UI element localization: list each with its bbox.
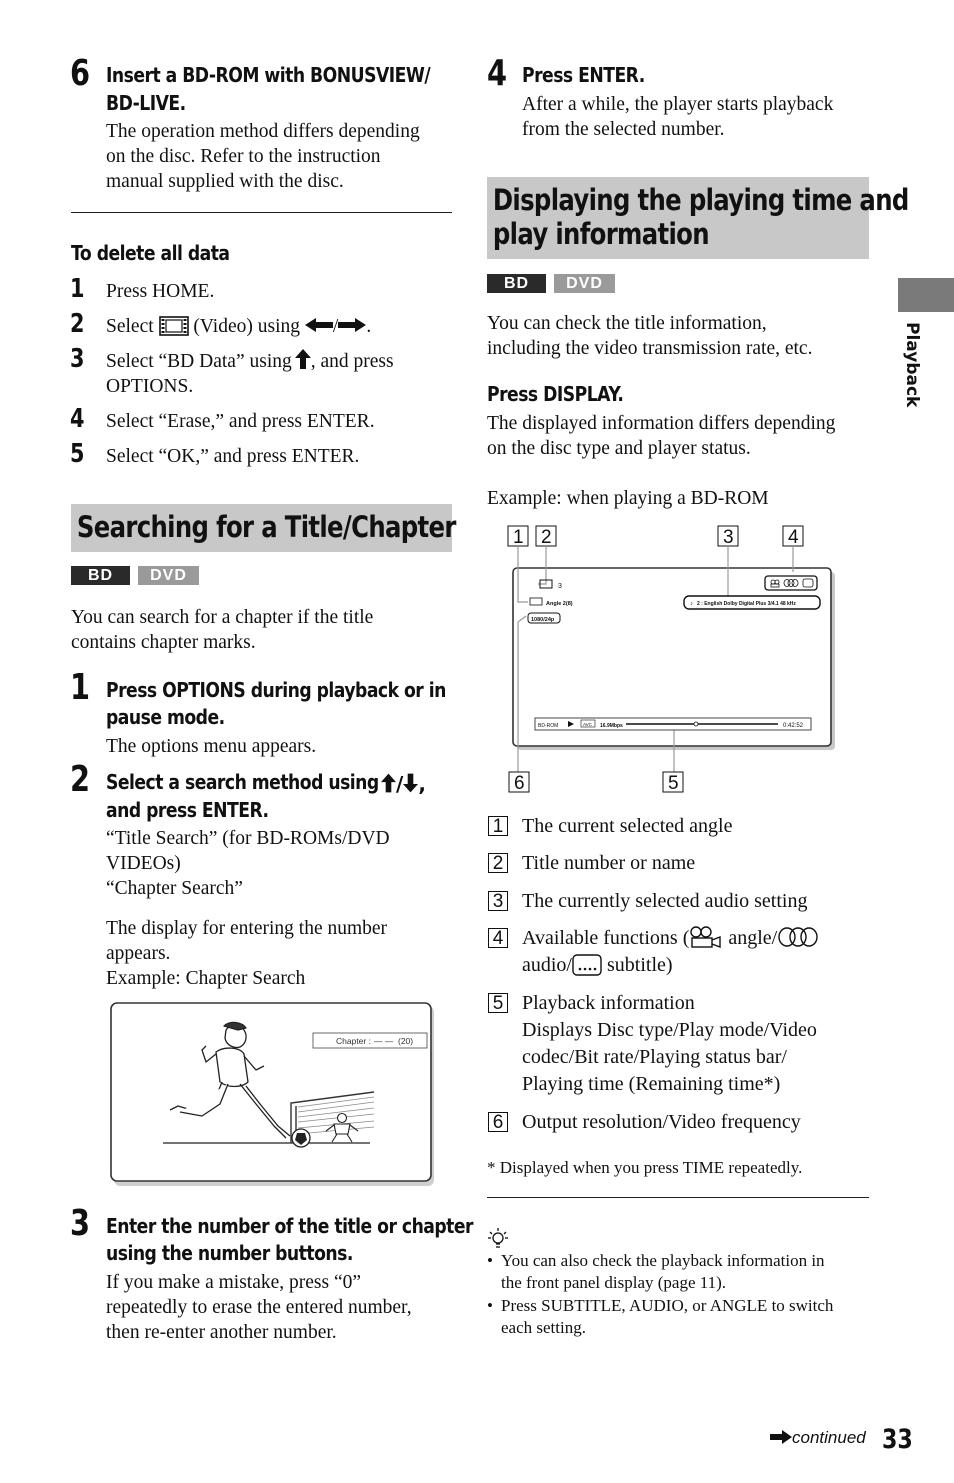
step-number: 4 — [487, 53, 508, 94]
svg-text:6: 6 — [514, 773, 525, 794]
display-info-illustration — [500, 520, 846, 798]
example-caption: Example: when playing a BD-ROM — [487, 488, 769, 509]
svg-text:♪: ♪ — [690, 601, 693, 607]
legend-item: 6 Output resolution/Video frequency — [488, 1109, 868, 1137]
svg-text:(20): (20) — [398, 1036, 414, 1046]
svg-text:AVC: AVC — [583, 722, 592, 727]
step-title: Insert a BD-ROM with BONUSVIEW/ — [106, 63, 431, 87]
page-number: 33 — [882, 1424, 913, 1455]
legend-item: 2 Title number or name — [488, 850, 868, 878]
hint-bulb-icon — [487, 1226, 509, 1250]
step-body: “Title Search” (for BD-ROMs/DVD VIDEOs) “Chapter Search” — [106, 828, 390, 899]
svg-text:Angle 2(8): Angle 2(8) — [546, 601, 573, 607]
svg-text:BD-ROM: BD-ROM — [538, 723, 559, 729]
step-title: Select a search method using — [106, 770, 379, 794]
right-arrow-icon — [338, 318, 366, 332]
down-arrow-icon — [403, 773, 418, 793]
step-number: 5 — [70, 439, 85, 469]
footnote: * Displayed when you press TIME repeatedly. — [487, 1158, 803, 1177]
svg-text:1: 1 — [513, 527, 524, 548]
section-intro: You can check the title information, including the video transmission rate, etc. — [487, 313, 813, 359]
left-arrow-icon — [305, 318, 333, 332]
step-text: Select “Erase,” and press ENTER. — [106, 411, 375, 432]
section-intro: You can search for a chapter if the title contains chapter marks. — [71, 607, 374, 653]
step-title: Enter the number of the title or chapter — [106, 1214, 474, 1238]
step-title: pause mode. — [106, 705, 225, 729]
audio-icon — [777, 926, 819, 948]
step-number: 4 — [70, 404, 85, 434]
legend-item: 1 The current selected angle — [488, 813, 868, 841]
svg-text:1080/24p: 1080/24p — [531, 617, 555, 623]
angle-icon — [689, 926, 723, 948]
step-title: Press ENTER. — [522, 63, 645, 87]
legend-item: 5 Playback information Displays Disc type/Play mode/Video codec/Bit rate/Playing status bar/ Playing time (Remaining time*) — [488, 990, 868, 1100]
step-text: Select “OK,” and press ENTER. — [106, 446, 360, 467]
dvd-badge: DVD — [138, 566, 199, 585]
chapter-search-illustration — [108, 1000, 436, 1188]
up-arrow-icon — [381, 773, 396, 793]
step-text: Select (Video) using / . — [106, 316, 372, 337]
dvd-badge: DVD — [554, 274, 615, 293]
svg-text:2: 2 — [541, 527, 552, 548]
step-number: 1 — [70, 274, 85, 304]
step-title: BD-LIVE. — [106, 91, 186, 115]
step-number: 1 — [70, 667, 91, 708]
step-body: If you make a mistake, press “0” repeatedly to erase the entered number, then re-enter another number. — [106, 1272, 412, 1343]
divider — [487, 1197, 869, 1198]
sub-body: The displayed information differs depending on the disc type and player status. — [487, 413, 836, 459]
svg-text:0:42:52: 0:42:52 — [783, 723, 804, 729]
chapter-tab — [898, 278, 954, 312]
svg-text:3: 3 — [558, 583, 562, 590]
svg-text:16.9Mbps: 16.9Mbps — [600, 723, 623, 729]
step-title: and press ENTER. — [106, 798, 269, 822]
step-number: 6 — [70, 53, 91, 94]
subtitle-icon — [572, 954, 602, 976]
step-body: The operation method differs depending on the disc. Refer to the instruction manual supplied with the disc. — [106, 121, 420, 192]
legend-item: 4 Available functions ( angle/ audio/ subtitle) — [488, 925, 868, 981]
svg-text:— —: — — — [374, 1036, 394, 1046]
chapter-tab-label: Playback — [902, 322, 922, 408]
step-title: using the number buttons. — [106, 1241, 353, 1265]
step-number: 3 — [70, 344, 85, 374]
continued-indicator: continued — [770, 1428, 866, 1448]
step-title: Press OPTIONS during playback or in — [106, 678, 446, 702]
svg-text:4: 4 — [788, 527, 799, 548]
svg-text:5: 5 — [668, 773, 679, 794]
step-text: Select “BD Data” using , and press — [106, 351, 394, 372]
step-text: Press HOME. — [106, 281, 215, 302]
svg-text:Chapter :: Chapter : — [336, 1036, 371, 1046]
step-body: The display for entering the number appears. Example: Chapter Search — [106, 918, 388, 989]
continued-arrow-icon — [770, 1430, 792, 1444]
svg-text:3: 3 — [723, 527, 734, 548]
step-number: 2 — [70, 309, 85, 339]
legend-item: 3 The currently selected audio setting — [488, 888, 868, 916]
section-heading: To delete all data — [71, 241, 230, 265]
step-body: The options menu appears. — [106, 736, 317, 757]
up-arrow-icon — [295, 349, 311, 369]
section-banner: Searching for a Title/Chapter — [71, 504, 452, 552]
svg-text:2 : English Dolby Digital Pl: 2 : English Dolby Digital Plus 3/4.1 48 kHz — [697, 601, 796, 607]
step-body: After a while, the player starts playback from the selected number. — [522, 94, 834, 140]
step-number: 3 — [70, 1203, 91, 1244]
divider — [71, 212, 452, 213]
sub-heading: Press DISPLAY. — [487, 382, 624, 406]
section-banner: Displaying the playing time and play information — [487, 177, 869, 259]
step-title-arrows: / , — [381, 772, 426, 796]
bd-badge: BD — [71, 566, 130, 585]
step-number: 2 — [70, 759, 91, 800]
bd-badge: BD — [487, 274, 546, 293]
video-icon — [159, 316, 189, 336]
step-text: OPTIONS. — [106, 376, 194, 397]
